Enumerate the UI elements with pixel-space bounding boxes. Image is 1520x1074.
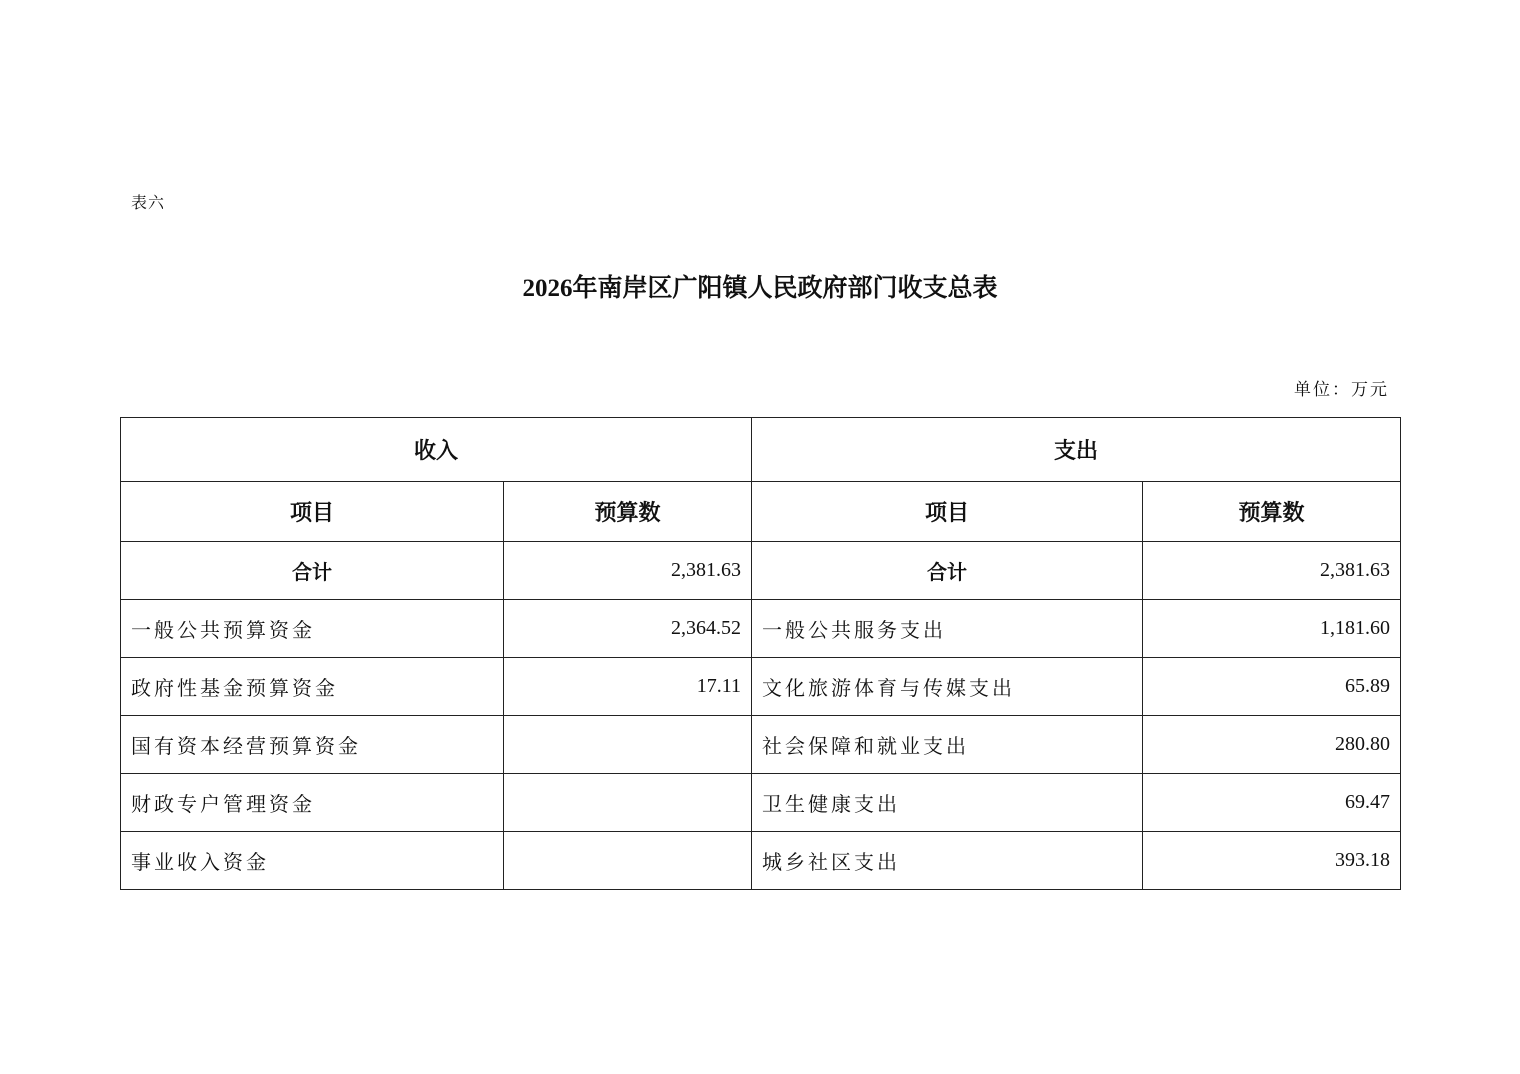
total-row xyxy=(121,542,1401,600)
income-value-cell: 17.11 xyxy=(504,658,752,716)
table-row xyxy=(121,658,1401,716)
expense-item-cell: 社会保障和就业支出 xyxy=(752,716,1143,774)
expense-value-cell: 65.89 xyxy=(1143,658,1401,716)
table-row xyxy=(121,716,1401,774)
document-title: 2026年南岸区广阳镇人民政府部门收支总表 xyxy=(522,275,998,302)
income-group-header: 收入 xyxy=(121,418,752,482)
expense-item-cell: 一般公共服务支出 xyxy=(752,600,1143,658)
expense-budget-column-header: 预算数 xyxy=(1143,482,1401,542)
table-number-label: 表六 xyxy=(131,193,166,212)
expense-total-value: 2,381.63 xyxy=(1143,542,1401,600)
income-item-cell: 国有资本经营预算资金 xyxy=(121,716,504,774)
unit-note: 单位：万元 xyxy=(1294,380,1389,400)
income-item-column-header: 项目 xyxy=(121,482,504,542)
expense-item-cell: 城乡社区支出 xyxy=(752,832,1143,890)
income-value-cell xyxy=(504,716,752,774)
income-item-cell: 一般公共预算资金 xyxy=(121,600,504,658)
expense-value-cell: 393.18 xyxy=(1143,832,1401,890)
expense-item-column-header: 项目 xyxy=(752,482,1143,542)
income-value-cell xyxy=(504,832,752,890)
table-row xyxy=(121,774,1401,832)
income-value-cell xyxy=(504,774,752,832)
income-item-cell: 政府性基金预算资金 xyxy=(121,658,504,716)
expense-value-cell: 1,181.60 xyxy=(1143,600,1401,658)
income-budget-column-header: 预算数 xyxy=(504,482,752,542)
expense-value-cell: 69.47 xyxy=(1143,774,1401,832)
expense-value-cell: 280.80 xyxy=(1143,716,1401,774)
table-row xyxy=(121,832,1401,890)
group-header-row xyxy=(121,418,1401,482)
income-total-label: 合计 xyxy=(121,542,504,600)
expense-item-cell: 卫生健康支出 xyxy=(752,774,1143,832)
expense-total-label: 合计 xyxy=(752,542,1143,600)
income-item-cell: 财政专户管理资金 xyxy=(121,774,504,832)
income-total-value: 2,381.63 xyxy=(504,542,752,600)
income-value-cell: 2,364.52 xyxy=(504,600,752,658)
expense-item-cell: 文化旅游体育与传媒支出 xyxy=(752,658,1143,716)
expense-group-header: 支出 xyxy=(752,418,1401,482)
column-header-row xyxy=(121,482,1401,542)
table-row xyxy=(121,600,1401,658)
income-expense-summary-table xyxy=(120,417,1401,890)
income-item-cell: 事业收入资金 xyxy=(121,832,504,890)
